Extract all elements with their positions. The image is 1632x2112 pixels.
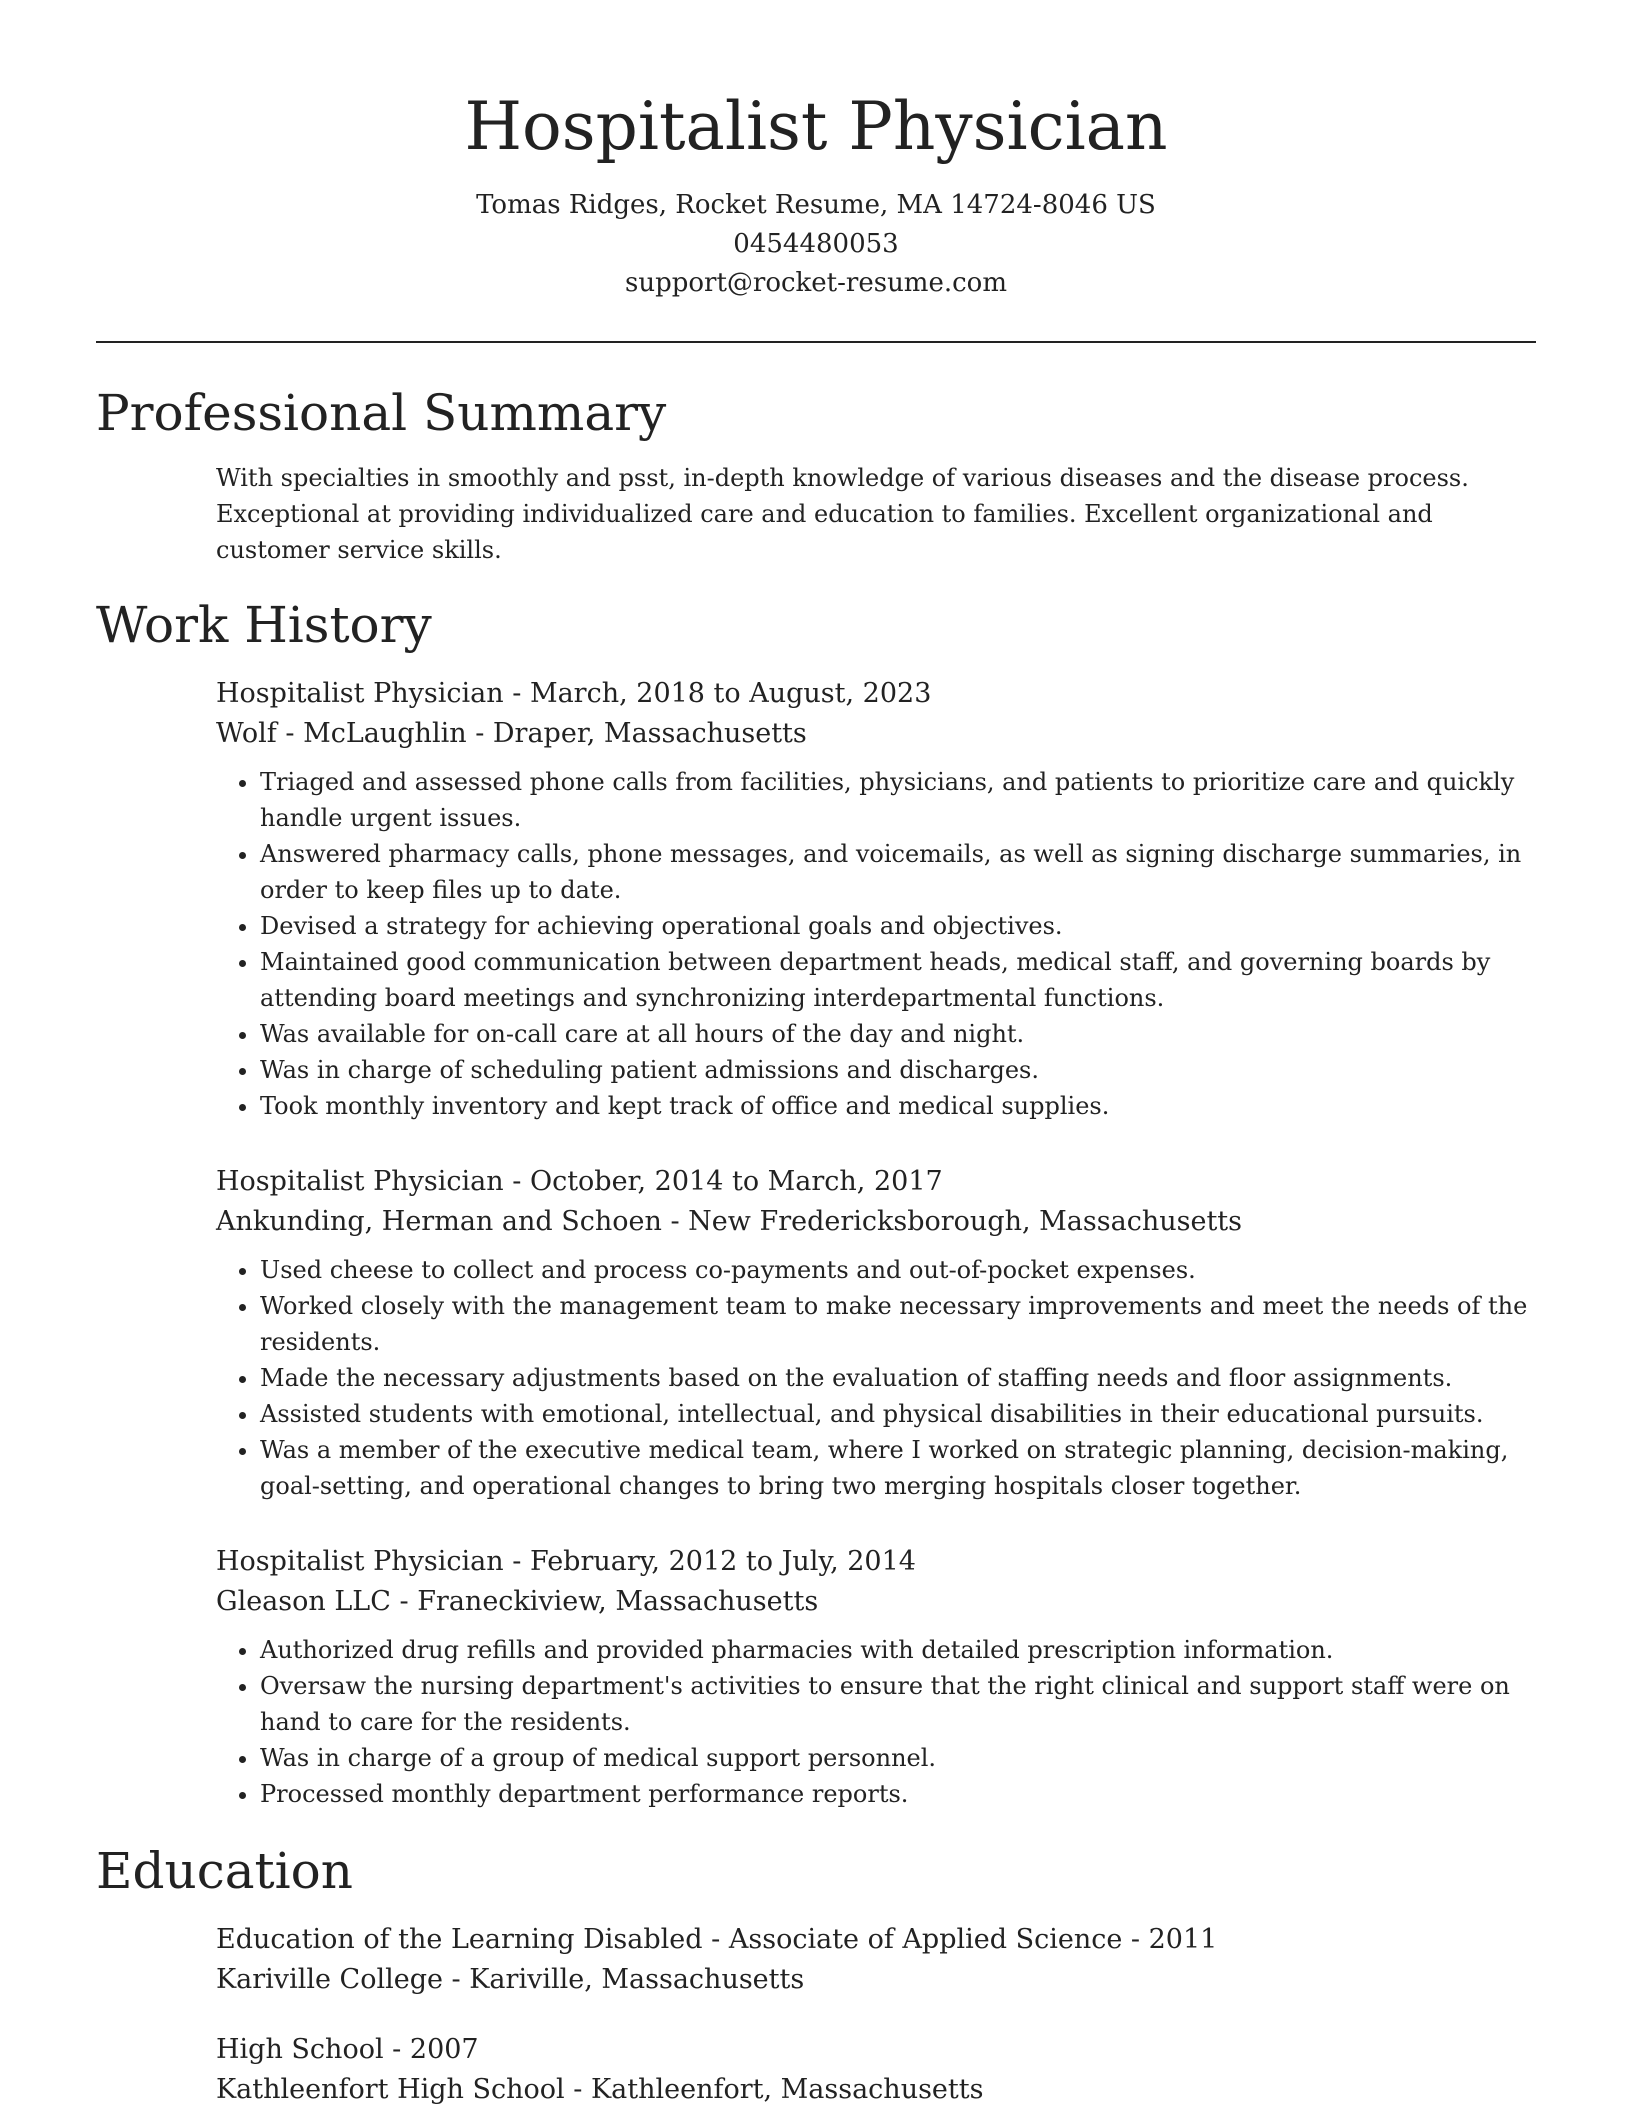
section-title-work-history: Work History: [96, 596, 432, 654]
job-company-line: [216, 714, 1536, 754]
job-company: Ankunding, Herman and Schoen: [216, 1206, 662, 1237]
contact-info: [96, 186, 1536, 303]
separator: -: [661, 1206, 689, 1237]
job-role: Hospitalist Physician: [216, 1546, 504, 1577]
separator: -: [466, 718, 493, 749]
summary-block: [216, 460, 1536, 568]
education-year: 2011: [1148, 1924, 1218, 1955]
job-dates: October, 2014 to March, 2017: [529, 1166, 943, 1197]
separator: -: [503, 1546, 530, 1577]
job-location: Franeckiview, Massachusetts: [417, 1586, 819, 1617]
education-field: Education of the Learning Disabled: [216, 1924, 703, 1955]
job-title-line: [216, 1542, 1536, 1582]
job-bullet: • Worked closely with the management team to make necessary improvements and meet the needs of the residents.: [260, 1288, 1536, 1360]
education-school: Kariville College: [216, 1964, 443, 1995]
job-bullet: • Was in charge of scheduling patient admissions and discharges.: [260, 1052, 1536, 1088]
job-bullet: • Made the necessary adjustments based on the evaluation of staffing needs and floor assignments.: [260, 1360, 1536, 1396]
separator: -: [390, 1586, 418, 1617]
separator: -: [383, 2034, 410, 2065]
job-bullet: • Assisted students with emotional, intellectual, and physical disabilities in their educational pursuits.: [260, 1396, 1536, 1432]
job-company-line: [216, 1582, 1536, 1622]
contact-email: support@rocket-resume.com: [624, 268, 1007, 298]
separator: -: [1122, 1924, 1149, 1955]
job-entry: [216, 1162, 1536, 1504]
contact-address: Tomas Ridges, Rocket Resume, MA 14724-8046 US: [476, 190, 1156, 220]
education-year: 2007: [409, 2034, 479, 2065]
job-bullet: • Was in charge of a group of medical support personnel.: [260, 1740, 1536, 1776]
job-bullet: • Maintained good communication between department heads, medical staff, and governing boards by attending board meetings and synchronizing interdepartmental functions.: [260, 944, 1536, 1016]
resume-name: Hospitalist Physician: [464, 88, 1168, 165]
education-degree: Associate of Applied Science: [728, 1924, 1123, 1955]
job-bullet-list: [216, 1632, 1536, 1812]
education-school: Kathleenfort High School: [216, 2074, 565, 2105]
job-bullet-list: [216, 1252, 1536, 1504]
job-bullet: • Devised a strategy for achieving operational goals and objectives.: [260, 908, 1536, 944]
job-bullet: • Authorized drug refills and provided pharmacies with detailed prescription information.: [260, 1632, 1536, 1668]
job-dates: March, 2018 to August, 2023: [529, 678, 932, 709]
job-dates: February, 2012 to July, 2014: [529, 1546, 916, 1577]
separator: -: [442, 1964, 470, 1995]
job-bullet: • Oversaw the nursing department's activities to ensure that the right clinical and support staff were on hand to care for the residents.: [260, 1668, 1536, 1740]
education-location: Kathleenfort, Massachusetts: [590, 2074, 984, 2105]
header-divider: [96, 341, 1536, 343]
separator: -: [702, 1924, 729, 1955]
education-entry: [216, 2030, 1536, 2110]
job-bullet: • Used cheese to collect and process co-payments and out-of-pocket expenses.: [260, 1252, 1536, 1288]
section-title-summary: Professional Summary: [96, 384, 667, 442]
education-entry: [216, 1920, 1536, 2000]
education-school-line: [216, 2070, 1536, 2110]
section-title-education: Education: [96, 1842, 353, 1900]
separator: -: [503, 1166, 530, 1197]
job-title-line: [216, 674, 1536, 714]
education-field: High School: [216, 2034, 384, 2065]
education-degree-line: [216, 2030, 1536, 2070]
job-company-line: [216, 1202, 1536, 1242]
education-degree-line: [216, 1920, 1536, 1960]
contact-phone: 0454480053: [733, 229, 899, 259]
job-company: Gleason LLC: [216, 1586, 391, 1617]
separator: -: [564, 2074, 591, 2105]
job-bullet: • Triaged and assessed phone calls from facilities, physicians, and patients to prioritize care and quickly handle urgent issues.: [260, 764, 1536, 836]
resume-header: [96, 82, 1536, 303]
job-bullet: • Was a member of the executive medical team, where I worked on strategic planning, decision-making, goal-setting, and operational changes to bring two merging hospitals closer together.: [260, 1432, 1536, 1504]
job-bullet: • Was available for on-call care at all hours of the day and night.: [260, 1016, 1536, 1052]
job-entry: [216, 674, 1536, 1124]
job-bullet: • Processed monthly department performance reports.: [260, 1776, 1536, 1812]
job-title-line: [216, 1162, 1536, 1202]
job-location: Draper, Massachusetts: [492, 718, 807, 749]
education-school-line: [216, 1960, 1536, 2000]
job-bullet: • Took monthly inventory and kept track of office and medical supplies.: [260, 1088, 1536, 1124]
job-company: Wolf - McLaughlin: [216, 718, 467, 749]
job-location: New Fredericksborough, Massachusetts: [688, 1206, 1243, 1237]
job-role: Hospitalist Physician: [216, 1166, 504, 1197]
job-bullet-list: [216, 764, 1536, 1124]
summary-text: With specialties in smoothly and psst, in-depth knowledge of various diseases and the disease process. Exceptional at providing individualized care and education to families. Excellent organizational and customer service skills.: [216, 464, 1469, 564]
separator: -: [503, 678, 530, 709]
job-role: Hospitalist Physician: [216, 678, 504, 709]
job-bullet: • Answered pharmacy calls, phone messages, and voicemails, as well as signing discharge summaries, in order to keep files up to date.: [260, 836, 1536, 908]
job-entry: [216, 1542, 1536, 1812]
education-location: Kariville, Massachusetts: [469, 1964, 805, 1995]
